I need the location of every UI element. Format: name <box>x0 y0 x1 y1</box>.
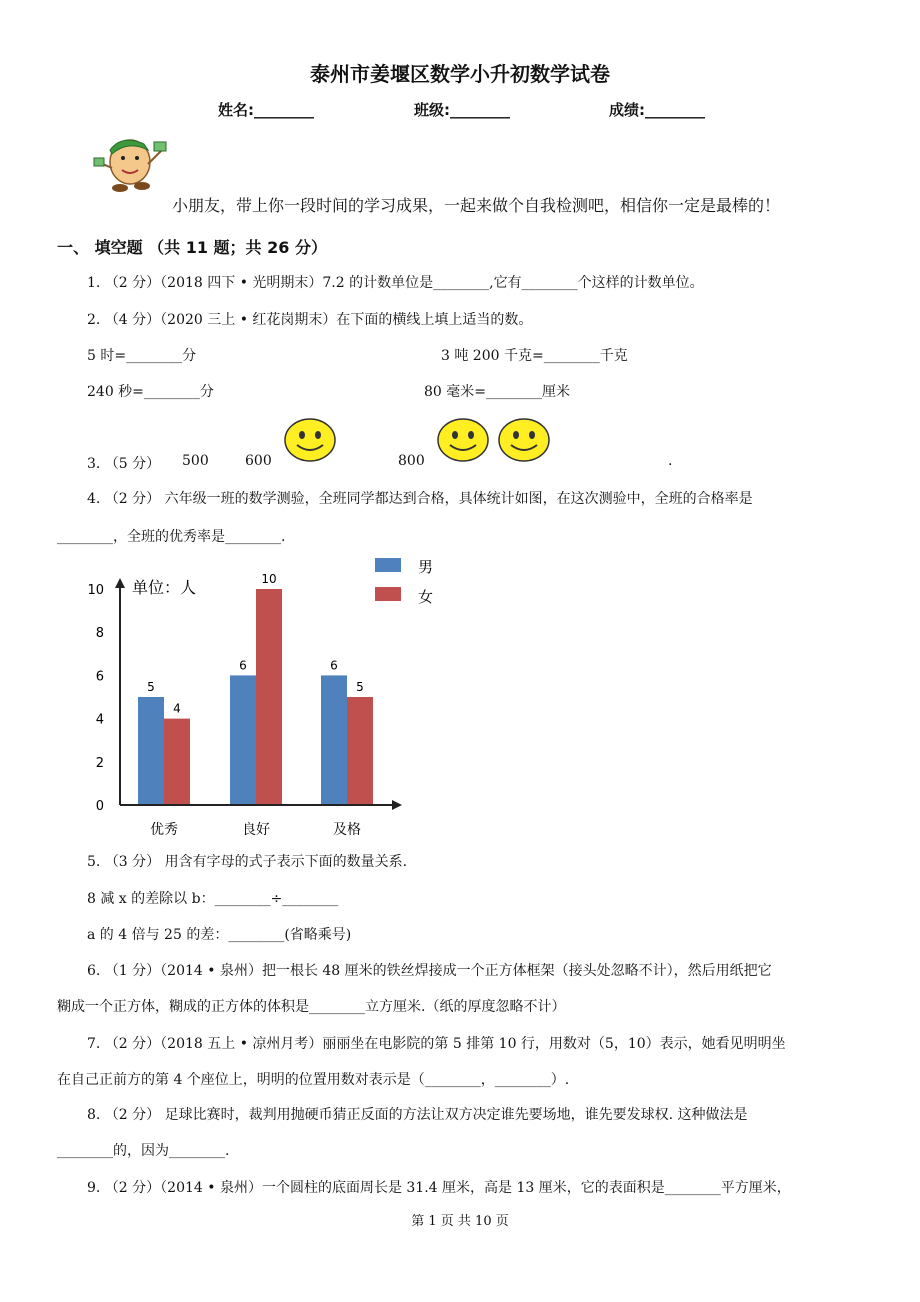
question-3-number-600: 600 <box>245 453 272 469</box>
name-field-label: 姓名:________ <box>218 101 314 119</box>
bar-girl-2 <box>347 697 373 805</box>
question-5a: 8 减 x 的差除以 b：________÷________ <box>87 891 339 907</box>
y-axis-arrow-icon <box>115 578 125 588</box>
question-2d: 80 毫米=________厘米 <box>424 384 570 400</box>
bar-girl-1 <box>256 589 282 805</box>
bar-boy-1 <box>230 675 256 805</box>
bar-value-label: 5 <box>356 680 364 694</box>
smiley-face-icon <box>283 417 337 463</box>
question-3-number-500: 500 <box>182 453 209 469</box>
question-8-line2: ________的，因为________. <box>57 1143 230 1159</box>
question-9: 9. （2 分）（2014 • 泉州）一个圆柱的底面周长是 31.4 厘米，高是 13 厘米，它的表面积是________平方厘米， <box>87 1180 791 1196</box>
question-3-label: 3. （5 分） <box>87 456 161 472</box>
y-tick-label: 0 <box>95 799 104 814</box>
x-category-label: 优秀 <box>150 822 178 838</box>
class-field-label: 班级:________ <box>414 101 510 119</box>
bar-value-label: 6 <box>239 658 247 673</box>
legend-swatch-boy <box>375 558 401 572</box>
question-5b: a 的 4 倍与 25 的差：________(省略乘号) <box>87 927 352 943</box>
bar-value-label: 10 <box>261 572 277 586</box>
mascot-illustration <box>92 128 172 196</box>
bar-boy-2 <box>321 675 347 805</box>
y-tick-label: 8 <box>95 626 104 642</box>
question-5: 5. （3 分） 用含有字母的式子表示下面的数量关系. <box>87 854 408 870</box>
chart-title: 单位：人 <box>132 578 197 597</box>
y-tick-label: 4 <box>95 712 104 728</box>
page-footer: 第 1 页 共 10 页 <box>411 1214 509 1229</box>
question-2a: 5 时=________分 <box>87 348 197 364</box>
bar-girl-0 <box>164 719 190 805</box>
question-6-line2: 糊成一个正方体，糊成的正方体的体积是________立方厘米.（纸的厚度忽略不计） <box>57 999 566 1015</box>
question-8-line1: 8. （2 分） 足球比赛时，裁判用抛硬币猜正反面的方法让双方决定谁先要场地，谁先要发球权. 这种做法是 <box>87 1107 748 1123</box>
question-7-line2: 在自己正前方的第 4 个座位上，明明的位置用数对表示是（________，________）. <box>57 1072 570 1088</box>
y-tick-label: 10 <box>87 583 104 598</box>
legend-swatch-girl <box>375 587 401 601</box>
y-tick-label: 6 <box>95 669 104 685</box>
smiley-face-icon <box>436 417 490 463</box>
x-axis-arrow-icon <box>392 800 402 810</box>
question-2c: 240 秒=________分 <box>87 384 214 400</box>
question-3-number-800: 800 <box>398 453 425 469</box>
bar-value-label: 4 <box>173 701 181 716</box>
question-1: 1. （2 分）（2018 四下 • 光明期末）7.2 的计数单位是________,它有________个这样的计数单位。 <box>87 275 704 291</box>
question-2: 2. （4 分）（2020 三上 • 红花岗期末）在下面的横线上填上适当的数。 <box>87 312 533 328</box>
greeting-text: 小朋友，带上你一段时间的学习成果，一起来做个自我检测吧，相信你一定是最棒的！ <box>172 196 781 215</box>
score-field-label: 成绩:________ <box>609 101 705 119</box>
bar-boy-0 <box>138 697 164 805</box>
x-category-label: 及格 <box>333 822 361 838</box>
question-2b: 3 吨 200 千克=________千克 <box>441 348 628 364</box>
page-title: 泰州市姜堰区数学小升初数学试卷 <box>310 62 610 86</box>
question-7-line1: 7. （2 分）（2018 五上 • 凉州月考）丽丽坐在电影院的第 5 排第 10 行，用数对（5，10）表示，她看见明明坐 <box>87 1036 786 1052</box>
question-4-line2: ________，全班的优秀率是________. <box>57 529 286 545</box>
x-category-label: 良好 <box>242 822 270 838</box>
section-title: 一、 填空题 （共 11 题；共 26 分） <box>57 238 327 257</box>
smiley-face-icon <box>497 417 551 463</box>
legend-label-boy: 男 <box>418 558 434 576</box>
y-tick-label: 2 <box>95 755 104 771</box>
question-6-line1: 6. （1 分）（2014 • 泉州）把一根长 48 厘米的铁丝焊接成一个正方体框架（接头处忽略不计），然后用纸把它 <box>87 963 772 979</box>
legend-label-girl: 女 <box>418 588 434 606</box>
bar-chart <box>80 548 460 848</box>
question-3-end: . <box>668 453 673 469</box>
bar-value-label: 6 <box>330 658 338 673</box>
question-4-line1: 4. （2 分） 六年级一班的数学测验，全班同学都达到合格，具体统计如图，在这次测验中，全班的合格率是 <box>87 491 753 507</box>
bar-value-label: 5 <box>147 680 155 694</box>
